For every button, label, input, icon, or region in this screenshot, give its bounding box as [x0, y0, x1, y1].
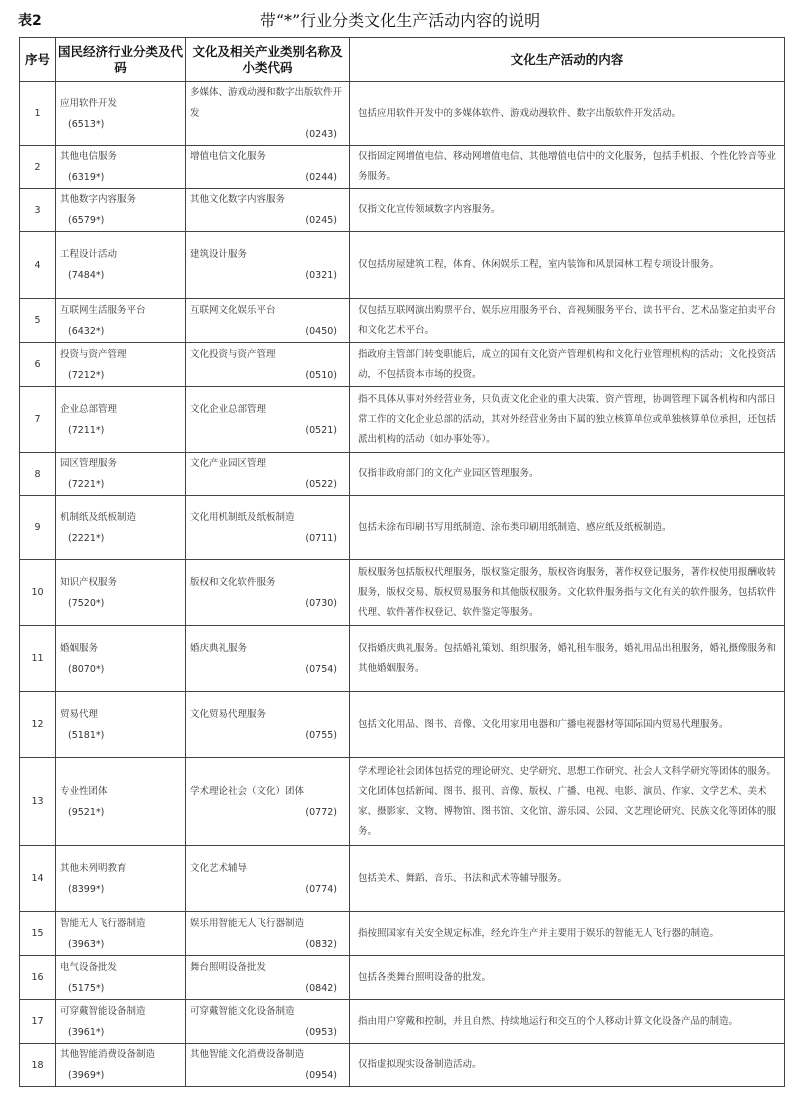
row-seq: 10 [20, 560, 56, 626]
category-cell [186, 496, 350, 560]
category-cell [186, 912, 350, 956]
category-cell [186, 758, 350, 846]
category-name: 学术理论社会（文化）团体 [190, 785, 305, 797]
category-cell [186, 146, 350, 189]
category-name: 文化贸易代理服务 [190, 708, 267, 720]
activity-content: 指政府主管部门转变职能后，成立的国有文化资产管理机构和文化行业管理机构的活动；文化投资活动，不包括资本市场的投资。 [350, 343, 785, 387]
industry-code: (3961*) [68, 1026, 105, 1038]
industry-code: (5175*) [68, 982, 105, 994]
industry-name: 贸易代理 [60, 708, 99, 720]
industry-name: 企业总部管理 [60, 403, 118, 415]
row-seq: 13 [20, 758, 56, 846]
category-cell [186, 453, 350, 496]
header-industry: 国民经济行业分类及代码 [56, 38, 186, 82]
activity-content: 包括未涂布印刷书写用纸制造、涂布类印刷用纸制造、感应纸及纸板制造。 [350, 496, 785, 560]
row-seq: 5 [20, 299, 56, 343]
table-row [20, 453, 785, 496]
category-code: (0842) [305, 982, 337, 994]
category-cell [186, 387, 350, 453]
industry-cell [56, 453, 186, 496]
industry-name: 互联网生活服务平台 [60, 304, 146, 316]
table-row [20, 299, 785, 343]
category-name: 文化用机制纸及纸板制造 [190, 511, 295, 523]
description-table [19, 37, 785, 1087]
industry-code: (7484*) [68, 270, 105, 281]
row-seq: 7 [20, 387, 56, 453]
row-seq: 14 [20, 846, 56, 912]
activity-content: 仅指婚庆典礼服务。包括婚礼策划、组织服务，婚礼租车服务，婚礼用品出租服务，婚礼摄像服务和其他婚姻服务。 [350, 626, 785, 692]
activity-content: 仅指文化宣传领域数字内容服务。 [350, 189, 785, 232]
category-name: 文化产业园区管理 [190, 458, 267, 469]
activity-content: 学术理论社会团体包括党的理论研究、史学研究、思想工作研究、社会人文科学研究等团体的服务。文化团体包括新闻、图书、报刊、音像、版权、广播、电视、电影、演员、作家、文学艺术、美术家、摄影家、文物、博物馆、图书馆、文化馆、游乐园、公园、文艺理论研究、民族文化等团体的服务。 [350, 758, 785, 846]
category-code: (0754) [305, 663, 337, 675]
caption [0, 0, 800, 38]
table-number: 表2 [18, 13, 42, 29]
activity-content: 指不具体从事对外经营业务，只负责文化企业的重大决策、资产管理，协调管理下属各机构和内部日常工作的文化企业总部的活动，其对外经营业务由下属的独立核算单位或单独核算单位承担，还包括派出机构的活动（如办事处等）。 [350, 387, 785, 453]
activity-content: 包括各类舞台照明设备的批发。 [350, 956, 785, 1000]
table-row [20, 1000, 785, 1044]
industry-code: (3969*) [68, 1070, 105, 1081]
table-title: 带“*”行业分类文化生产活动内容的说明 [259, 11, 541, 30]
industry-cell [56, 82, 186, 146]
category-cell [186, 232, 350, 299]
table-row [20, 1044, 785, 1087]
row-seq: 17 [20, 1000, 56, 1044]
industry-cell [56, 189, 186, 232]
industry-cell [56, 758, 186, 846]
table-row [20, 560, 785, 626]
industry-cell [56, 232, 186, 299]
industry-cell [56, 1044, 186, 1087]
activity-content: 指按照国家有关安全规定标准，经允许生产并主要用于娱乐的智能无人飞行器的制造。 [350, 912, 785, 956]
activity-content: 版权服务包括版权代理服务，版权鉴定服务，版权咨询服务，著作权登记服务，著作权使用报酬收转服务，版权交易、版权贸易服务和其他版权服务。文化软件服务指与文化有关的软件服务，包括软件代理、软件著作权登记、软件鉴定等服务。 [350, 560, 785, 626]
category-cell [186, 189, 350, 232]
industry-code: (7520*) [68, 597, 105, 609]
industry-name: 婚姻服务 [60, 642, 99, 654]
category-code: (0711) [305, 532, 337, 544]
activity-content: 仅指虚拟现实设备制造活动。 [350, 1044, 785, 1087]
industry-code: (3963*) [68, 938, 105, 950]
category-name: 婚庆典礼服务 [190, 642, 248, 654]
category-name: 版权和文化软件服务 [190, 576, 276, 588]
table-row [20, 758, 785, 846]
industry-name: 专业性团体 [60, 785, 108, 797]
industry-cell [56, 626, 186, 692]
industry-name: 应用软件开发 [60, 97, 118, 109]
category-code: (0510) [305, 369, 337, 381]
table-row [20, 912, 785, 956]
row-seq: 15 [20, 912, 56, 956]
header-category: 文化及相关产业类别名称及小类代码 [186, 38, 350, 82]
category-cell [186, 343, 350, 387]
category-code: (0450) [305, 325, 337, 337]
category-name: 其他智能文化消费设备制造 [190, 1049, 305, 1060]
table-row [20, 387, 785, 453]
industry-code: (7221*) [68, 479, 105, 490]
category-cell [186, 626, 350, 692]
industry-cell [56, 560, 186, 626]
category-cell [186, 82, 350, 146]
category-name: 增值电信文化服务 [190, 151, 267, 162]
industry-code: (9521*) [68, 806, 105, 818]
category-code: (0522) [305, 479, 337, 490]
category-cell [186, 1044, 350, 1087]
activity-content: 包括文化用品、图书、音像、文化用家用电器和广播电视器材等国际国内贸易代理服务。 [350, 692, 785, 758]
table-row [20, 956, 785, 1000]
industry-cell [56, 912, 186, 956]
industry-code: (6319*) [68, 172, 105, 183]
industry-code: (6579*) [68, 215, 105, 226]
industry-name: 其他未列明教育 [60, 862, 127, 874]
industry-name: 其他电信服务 [60, 151, 118, 162]
industry-name: 知识产权服务 [60, 576, 118, 588]
table-row [20, 626, 785, 692]
category-name: 其他文化数字内容服务 [190, 194, 286, 205]
industry-name: 机制纸及纸板制造 [60, 511, 137, 523]
category-code: (0243) [305, 129, 337, 140]
industry-cell [56, 146, 186, 189]
category-code: (0521) [305, 424, 337, 436]
activity-content: 仅指非政府部门的文化产业园区管理服务。 [350, 453, 785, 496]
industry-cell [56, 496, 186, 560]
category-cell [186, 846, 350, 912]
row-seq: 1 [20, 82, 56, 146]
category-name: 建筑设计服务 [190, 249, 248, 260]
category-code: (0244) [305, 172, 337, 183]
header-content: 文化生产活动的内容 [350, 38, 785, 82]
activity-content: 仅包括房屋建筑工程，体育、休闲娱乐工程，室内装饰和风景园林工程专项设计服务。 [350, 232, 785, 299]
category-cell [186, 299, 350, 343]
table-row [20, 496, 785, 560]
category-name: 娱乐用智能无人飞行器制造 [190, 917, 305, 929]
row-seq: 2 [20, 146, 56, 189]
table-row [20, 189, 785, 232]
table-header [20, 38, 785, 82]
industry-cell [56, 956, 186, 1000]
category-name: 文化投资与资产管理 [190, 348, 276, 360]
table-row [20, 692, 785, 758]
category-cell [186, 1000, 350, 1044]
industry-cell [56, 692, 186, 758]
category-cell [186, 692, 350, 758]
category-code: (0953) [305, 1026, 337, 1038]
activity-content: 仅指固定网增值电信、移动网增值电信、其他增值电信中的文化服务，包括手机报、个性化铃音等业务服务。 [350, 146, 785, 189]
industry-code: (6513*) [68, 118, 105, 130]
category-name: 可穿戴智能文化设备制造 [190, 1005, 295, 1017]
table-row [20, 343, 785, 387]
category-code: (0954) [305, 1070, 337, 1081]
industry-name: 智能无人飞行器制造 [60, 917, 146, 929]
activity-content: 包括应用软件开发中的多媒体软件、游戏动漫软件、数字出版软件开发活动。 [350, 82, 785, 146]
category-code: (0832) [305, 938, 337, 950]
industry-name: 园区管理服务 [60, 458, 118, 469]
industry-code: (8070*) [68, 663, 105, 675]
category-name: 舞台照明设备批发 [190, 961, 267, 973]
row-seq: 8 [20, 453, 56, 496]
industry-code: (7212*) [68, 369, 105, 381]
category-code: (0774) [305, 883, 337, 895]
table-row [20, 82, 785, 146]
category-code: (0730) [305, 597, 337, 609]
table-row [20, 146, 785, 189]
category-code: (0245) [305, 215, 337, 226]
table-row [20, 232, 785, 299]
table-row [20, 846, 785, 912]
table-body [20, 82, 785, 1087]
category-cell [186, 956, 350, 1000]
category-cell [186, 560, 350, 626]
row-seq: 6 [20, 343, 56, 387]
activity-content: 包括美术、舞蹈、音乐、书法和武术等辅导服务。 [350, 846, 785, 912]
category-name: 多媒体、游戏动漫和数字出版软件开发 [190, 87, 343, 119]
industry-code: (8399*) [68, 883, 105, 895]
category-name: 文化企业总部管理 [190, 403, 267, 415]
industry-name: 其他数字内容服务 [60, 194, 137, 205]
row-seq: 16 [20, 956, 56, 1000]
row-seq: 4 [20, 232, 56, 299]
industry-cell [56, 343, 186, 387]
industry-cell [56, 299, 186, 343]
row-seq: 11 [20, 626, 56, 692]
industry-name: 投资与资产管理 [60, 348, 127, 360]
activity-content: 仅包括互联网演出购票平台、娱乐应用服务平台、音视频服务平台、读书平台、艺术品鉴定拍卖平台和文化艺术平台。 [350, 299, 785, 343]
category-code: (0321) [305, 270, 337, 281]
category-name: 互联网文化娱乐平台 [190, 304, 276, 316]
industry-name: 电气设备批发 [60, 961, 118, 973]
row-seq: 9 [20, 496, 56, 560]
industry-name: 其他智能消费设备制造 [60, 1049, 156, 1060]
header-seq: 序号 [20, 38, 56, 82]
activity-content: 指由用户穿戴和控制，并且自然、持续地运行和交互的个人移动计算文化设备产品的制造。 [350, 1000, 785, 1044]
category-name: 文化艺术辅导 [190, 862, 248, 874]
industry-name: 工程设计活动 [60, 249, 118, 260]
industry-code: (7211*) [68, 424, 105, 436]
industry-cell [56, 1000, 186, 1044]
header-row [20, 38, 785, 82]
industry-code: (5181*) [68, 729, 105, 741]
category-code: (0755) [305, 729, 337, 741]
industry-code: (6432*) [68, 325, 105, 337]
row-seq: 18 [20, 1044, 56, 1087]
row-seq: 3 [20, 189, 56, 232]
category-code: (0772) [305, 806, 337, 818]
industry-code: (2221*) [68, 532, 105, 544]
industry-cell [56, 387, 186, 453]
industry-cell [56, 846, 186, 912]
industry-name: 可穿戴智能设备制造 [60, 1005, 146, 1017]
row-seq: 12 [20, 692, 56, 758]
